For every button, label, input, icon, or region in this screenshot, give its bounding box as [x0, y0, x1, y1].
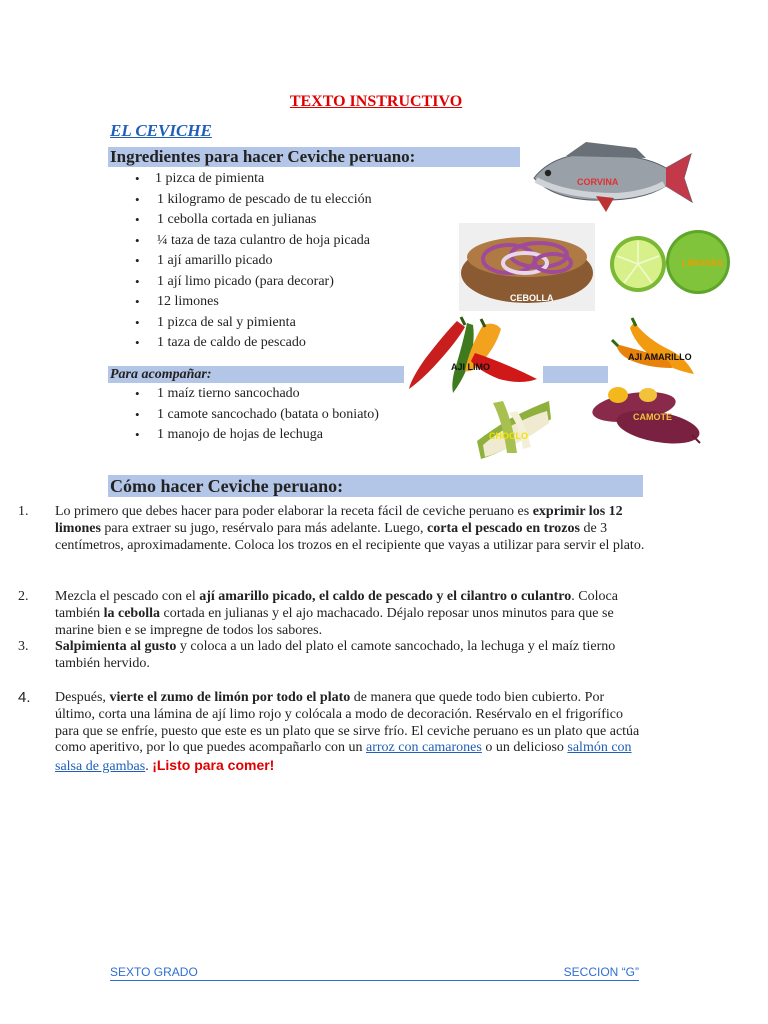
aji-amarillo-label: AJI AMARILLO	[628, 352, 692, 362]
step-text: Después, vierte el zumo de limón por todo el plato de manera que quede todo bien cubierto. Por último, corta una lámina de ají limo rojo y colócala a modo de decoración. Resérvalo en el frigorífico para que se enfríe, puesto que este es un plato que se sirve frío. El ceviche peruano es un plato que actúa como aperitivo, por lo que puedes acompañarlo con un arroz con camarones o un delicioso salmón con salsa de gambas. ¡Listo para comer!	[55, 690, 640, 775]
footer-grade: SEXTO GRADO	[110, 965, 198, 979]
choclo-image	[473, 393, 553, 461]
list-item: • ¼ taza de taza culantro de hoja picada	[133, 231, 372, 252]
arroz-con-camarones-link[interactable]: arroz con camarones	[366, 740, 482, 756]
method-heading: Cómo hacer Ceviche peruano:	[110, 476, 344, 496]
ingredients-heading: Ingredientes para hacer Ceviche peruano:	[108, 147, 520, 167]
step-text: Mezcla el pescado con el ají amarillo picado, el caldo de pescado y el cilantro o culantro. Coloca también la cebolla cortada en julianas y el ajo machacado. Déjalo reposar unos minutos para que se marine bien e se impregne de todos los sabores.	[55, 589, 618, 638]
list-item: • 12 limones	[133, 292, 372, 313]
footer-section: SECCION “G”	[563, 965, 639, 979]
step-number: 4.	[18, 689, 31, 706]
footer	[110, 965, 639, 981]
list-item: • 1 pizca de pimienta	[133, 169, 372, 190]
list-item: • 1 taza de caldo de pescado	[133, 333, 372, 354]
document-subtitle: EL CEVICHE	[110, 121, 212, 140]
step-text: Salpimienta al gusto y coloca a un lado del plato el camote sancochado, la lechuga y el maíz tierno también hervido.	[55, 639, 616, 671]
list-item: • 1 ají amarillo picado	[133, 251, 372, 272]
step-text: Lo primero que debes hacer para poder elaborar la receta fácil de ceviche peruano es exprimir los 12 limones para extraer su jugo, resérvalo para más adelante. Luego, corta el pescado en trozos de 3 centímetros, aproximadamente. Coloca los trozos en el recipiente que vayas a utilizar para servir el plato.	[55, 504, 645, 553]
camote-label: CAMOTE	[633, 412, 672, 422]
step-number: 2.	[18, 589, 29, 604]
ingredients-list	[133, 169, 372, 354]
corvina-label: CORVINA	[577, 177, 619, 187]
list-item: • 1 pizca de sal y pimienta	[133, 313, 372, 334]
step-number: 1.	[18, 504, 29, 519]
list-item: • 1 cebolla cortada en julianas	[133, 210, 372, 231]
aji-limo-label: AJI LIMO	[451, 362, 491, 372]
corvina-image	[526, 138, 696, 213]
cebolla-label: CEBOLLA	[510, 293, 554, 303]
ready-to-eat-text: ¡Listo para comer!	[152, 757, 275, 774]
list-item: • 1 manojo de hojas de lechuga	[133, 425, 379, 446]
list-item: • 1 kilogramo de pescado de tu elección	[133, 190, 372, 211]
document-title: TEXTO INSTRUCTIVO	[289, 93, 463, 110]
limones-label: LIMONES	[682, 258, 724, 268]
list-item: • 1 ají limo picado (para decorar)	[133, 272, 372, 293]
camote-image	[588, 383, 702, 449]
aji-limo-image	[405, 313, 543, 397]
accompany-heading: Para acompañar:	[110, 367, 212, 382]
list-item: • 1 camote sancochado (batata o boniato)	[133, 405, 379, 426]
accompany-heading-bar-right	[543, 366, 608, 383]
salmon-con-salsa-link[interactable]: salmón con salsa de gambas	[55, 740, 632, 775]
step-number: 3.	[18, 639, 29, 654]
cebolla-image	[459, 223, 595, 311]
list-item: • 1 maíz tierno sancochado	[133, 384, 379, 405]
accompany-list	[133, 384, 379, 446]
aji-amarillo-image	[608, 316, 696, 378]
choclo-label: CHOCLO	[489, 431, 528, 441]
limones-image	[608, 226, 732, 296]
